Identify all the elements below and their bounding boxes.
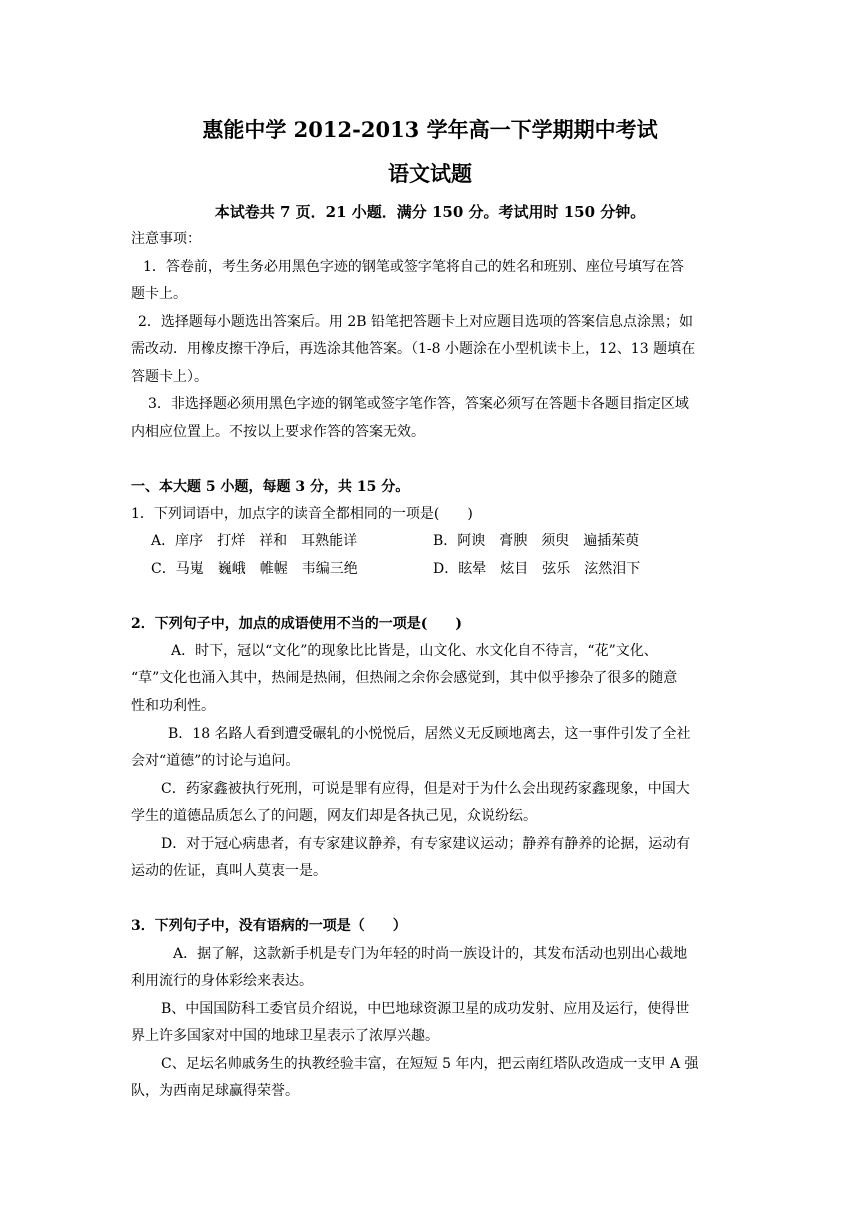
q3-option-c-line-1: C、足坛名帅戚务生的执教经验丰富，在短短 5 年内，把云南红塔队改造成一支甲 A 强	[161, 1056, 699, 1072]
exam-title: 惠能中学 2012-2013 学年高一下学期期中考试	[202, 117, 658, 142]
q2-option-c-line-2: 学生的道德品质怎么了的问题，网友们却是各执己见，众说纷纭。	[131, 808, 537, 824]
q1-option-d: D．眩晕 炫目 弦乐 泫然泪下	[433, 561, 641, 577]
q3-option-b-line-2: 界上许多国家对中国的地球卫星表示了浓厚兴趣。	[131, 1028, 439, 1044]
q3-option-a-line-2: 利用流行的身体彩绘来表达。	[131, 973, 313, 989]
q2-option-a-line-1: A．时下，冠以“文化”的现象比比皆是，山文化、水文化自不待言，“花”文化、	[171, 643, 658, 659]
section-1-heading: 一、本大题 5 小题，每题 3 分，共 15 分。	[131, 479, 410, 495]
exam-info: 本试卷共 7 页．21 小题．满分 150 分。考试用时 150 分钟。	[214, 203, 646, 221]
q1-option-b: B．阿谀 膏腴 须臾 遍插茱萸	[433, 533, 640, 549]
note-2-line-2: 需改动．用橡皮擦干净后，再选涂其他答案。（1-8 小题涂在小型机读卡上，12、13 题填在	[131, 341, 696, 357]
q2-stem: 2．下列句子中，加点的成语使用不当的一项是( )	[131, 616, 462, 632]
note-1-line-1: 1．答卷前，考生务必用黑色字迹的钢笔或签字笔将自己的姓名和班别、座位号填写在答	[143, 259, 684, 275]
q3-option-a-line-1: A．据了解，这款新手机是专门为年轻的时尚一族设计的，其发布活动也别出心裁地	[173, 946, 688, 962]
note-1-line-2: 题卡上。	[131, 286, 187, 302]
q2-option-c-line-1: C．药家鑫被执行死刑，可说是罪有应得，但是对于为什么会出现药家鑫现象，中国大	[161, 781, 690, 797]
q2-option-d-line-2: 运动的佐证，真叫人莫衷一是。	[131, 863, 327, 879]
q1-stem: 1．下列词语中，加点字的读音全都相同的一项是( )	[131, 506, 473, 522]
notes-heading: 注意事项：	[131, 231, 201, 247]
note-2-line-3: 答题卡上）。	[131, 369, 208, 385]
q2-option-d-line-1: D．对于冠心病患者，有专家建议静养，有专家建议运动；静养有静养的论据，运动有	[161, 836, 691, 852]
note-3-line-2: 内相应位置上。不按以上要求作答的答案无效。	[131, 424, 425, 440]
q3-stem: 3．下列句子中，没有语病的一项是（ ）	[131, 918, 407, 934]
q3-option-c-line-2: 队，为西南足球赢得荣誉。	[131, 1083, 299, 1099]
q2-option-a-line-2: “草”文化也涌入其中，热闹是热闹，但热闹之余你会感觉到，其中似乎掺杂了很多的随意	[131, 670, 678, 686]
exam-subject-title: 语文试题	[388, 161, 472, 186]
q3-option-b-line-1: B、中国国防科工委官员介绍说，中巴地球资源卫星的成功发射、应用及运行，使得世	[161, 1001, 690, 1017]
q1-option-a: A．庠序 打烊 祥和 耳熟能详	[151, 533, 358, 549]
q1-option-c: C．马嵬 巍峨 帷幄 韦编三绝	[151, 561, 358, 577]
q2-option-b-line-2: 会对“道德”的讨论与追问。	[131, 753, 300, 769]
note-2-line-1: 2．选择题每小题选出答案后。用 2B 铅笔把答题卡上对应题目选项的答案信息点涂黑；如	[138, 314, 694, 330]
q2-option-b-line-1: B．18 名路人看到遭受碾轧的小悦悦后，居然义无反顾地离去，这一事件引发了全社	[168, 726, 691, 742]
q2-option-a-line-3: 性和功利性。	[131, 698, 215, 714]
note-3-line-1: 3．非选择题必须用黑色字迹的钢笔或签字笔作答，答案必须写在答题卡各题目指定区域	[148, 396, 689, 412]
